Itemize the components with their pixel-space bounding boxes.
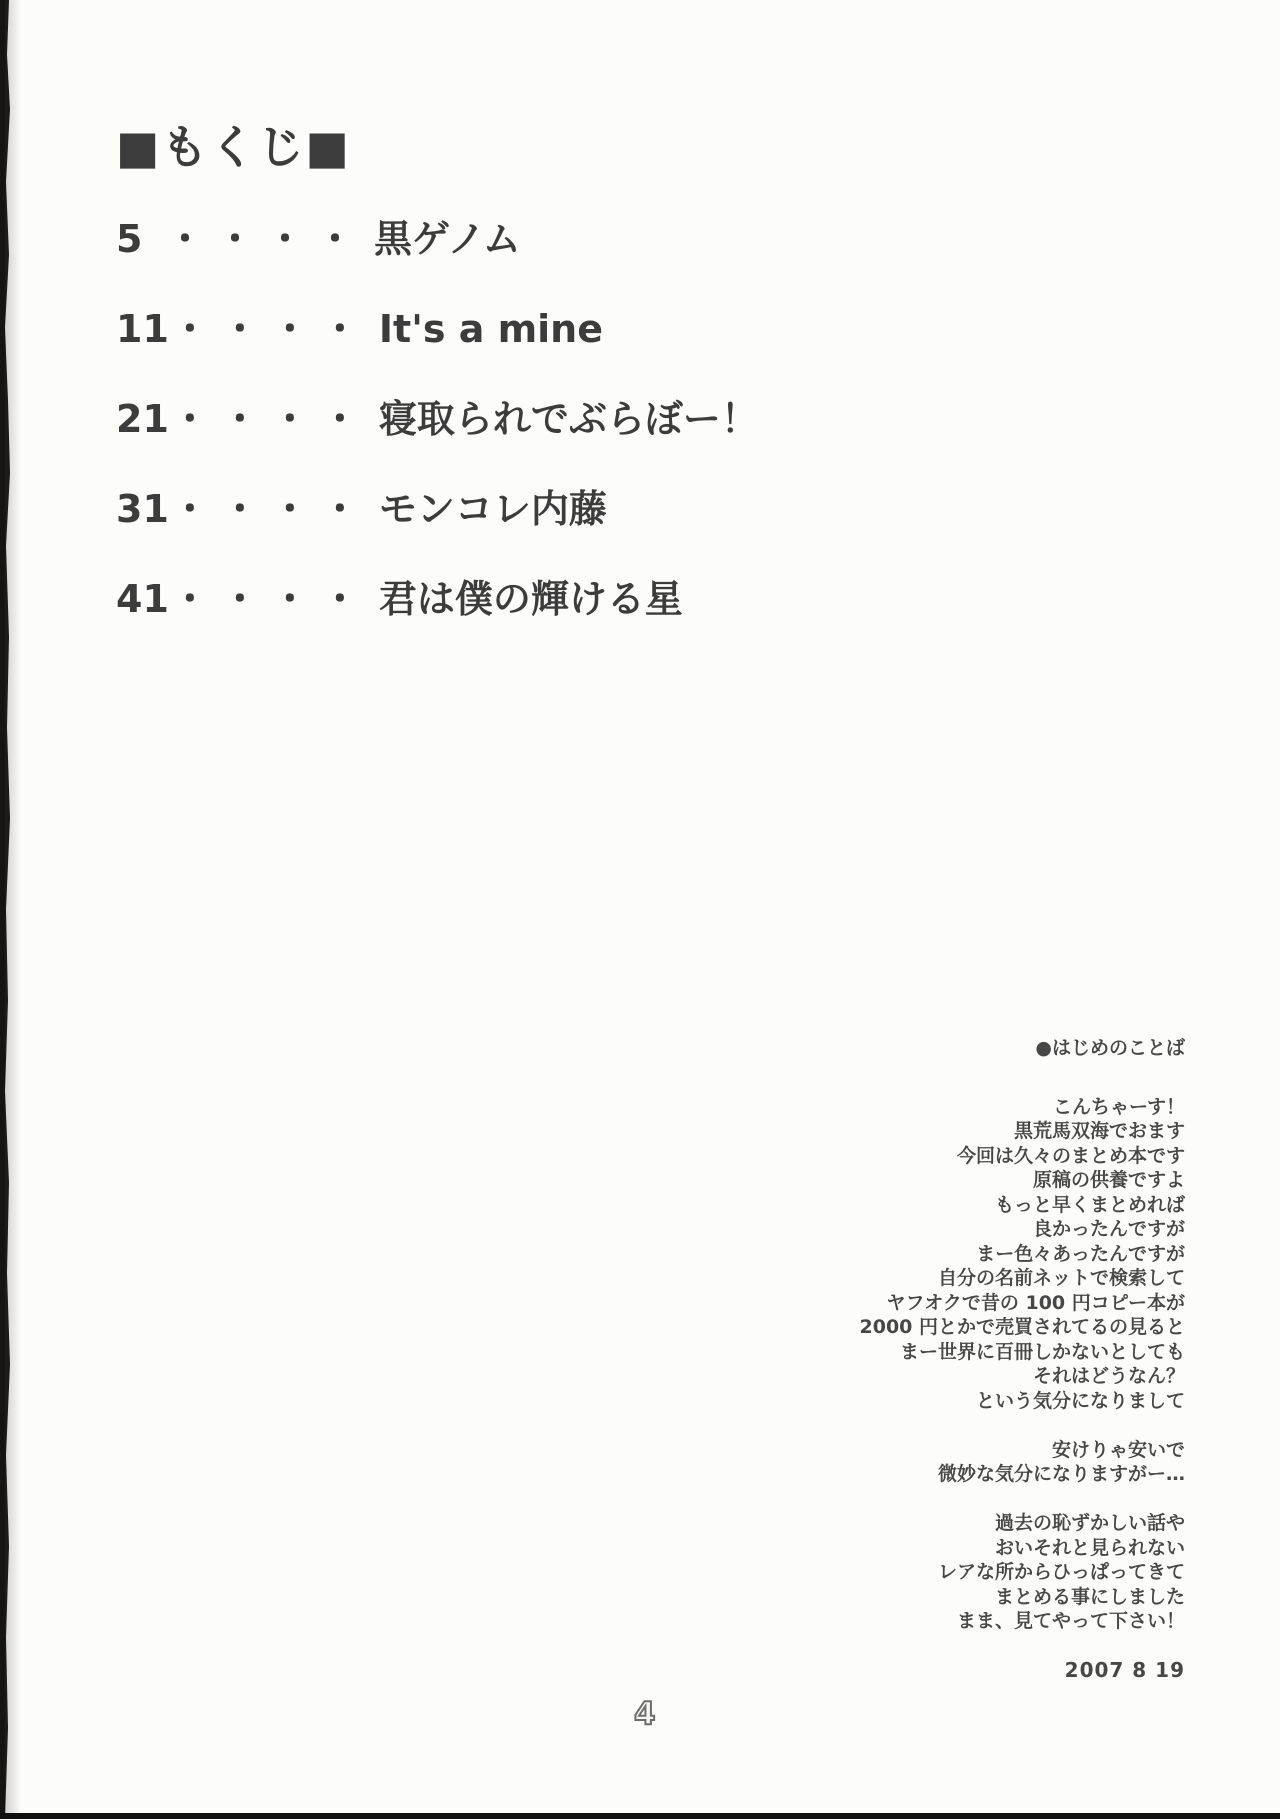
foreword-line: 微妙な気分になりますがー…: [937, 1463, 1185, 1485]
toc-entry-title: 君は僕の輝ける星: [378, 577, 683, 621]
foreword-line: 良かったんですが: [1032, 1218, 1185, 1240]
foreword-paragraph: [860, 1511, 1186, 1634]
foreword-title: ●はじめのことば: [1035, 1037, 1185, 1059]
foreword-line: それはどうなん？: [1032, 1365, 1185, 1387]
foreword-line: もっと早くまとめれば: [994, 1193, 1185, 1216]
toc-entry-dots: ・・・・: [170, 307, 371, 351]
torn-edge-left: [0, 0, 13, 1819]
toc-entry-dots: ・・・・: [170, 487, 371, 531]
toc-entry-dots: ・・・・: [170, 577, 371, 621]
toc-entry-dots: ・・・・: [166, 217, 367, 261]
foreword-line: 2000 円とかで売買されてるの見ると: [859, 1316, 1185, 1338]
toc-entry-page-number: 5: [116, 217, 143, 261]
foreword-line: 安けりゃ安いで: [1051, 1438, 1185, 1461]
foreword-line: まー世界に百冊しかないとしても: [899, 1340, 1185, 1363]
toc-entry-title: It's a mine: [378, 307, 604, 351]
toc-entry-title: 黒ゲノム: [374, 217, 521, 261]
foreword-date: 2007 8 19: [1064, 1658, 1185, 1682]
foreword-line: おいそれと見られない: [994, 1536, 1185, 1559]
foreword-line: 黒荒馬双海でおます: [1013, 1120, 1185, 1142]
foreword-paragraph: [860, 1095, 1186, 1414]
toc-entry: [116, 398, 759, 488]
toc-entry-title: 寝取られでぶらぼー！: [378, 397, 759, 441]
foreword-line: ヤフオクで昔の 100 円コピー本が: [886, 1291, 1185, 1314]
foreword-line: 自分の名前ネットで検索して: [937, 1267, 1185, 1289]
toc-entry-title: モンコレ内藤: [378, 487, 607, 531]
page-number: 4: [634, 1696, 656, 1732]
toc-entry: [116, 308, 759, 398]
foreword-line: まとめる事にしました: [994, 1585, 1185, 1608]
toc-entry-page-number: 41: [116, 577, 169, 621]
toc-entry-dots: ・・・・: [170, 397, 371, 441]
foreword-line: という気分になりまして: [975, 1389, 1185, 1412]
foreword-line: こんちゃーす！: [1052, 1095, 1185, 1118]
toc-list: [116, 218, 759, 668]
toc-header: ■もくじ■: [116, 120, 351, 174]
toc-entry: [116, 218, 759, 308]
foreword-line: レアな所からひっぱってきて: [937, 1561, 1185, 1583]
toc-entry-page-number: 21: [116, 397, 169, 441]
toc-entry-page-number: 11: [116, 307, 169, 351]
toc-entry-page-number: 31: [116, 487, 169, 531]
foreword-block: [860, 1036, 1186, 1683]
foreword-line: 過去の恥ずかしい話や: [994, 1512, 1185, 1534]
foreword-line: まー色々あったんですが: [976, 1242, 1185, 1265]
toc-entry: [116, 578, 759, 668]
foreword-paragraph: [860, 1438, 1186, 1487]
foreword-paragraphs: [860, 1095, 1186, 1634]
foreword-line: 今回は久々のまとめ本です: [956, 1144, 1185, 1167]
foreword-line: 原稿の供養ですよ: [1032, 1169, 1185, 1191]
scan-edge-bottom: [0, 1813, 1280, 1819]
foreword-line: まま、見てやって下さい！: [956, 1610, 1185, 1632]
toc-entry: [116, 488, 759, 578]
table-of-contents: [116, 120, 759, 668]
